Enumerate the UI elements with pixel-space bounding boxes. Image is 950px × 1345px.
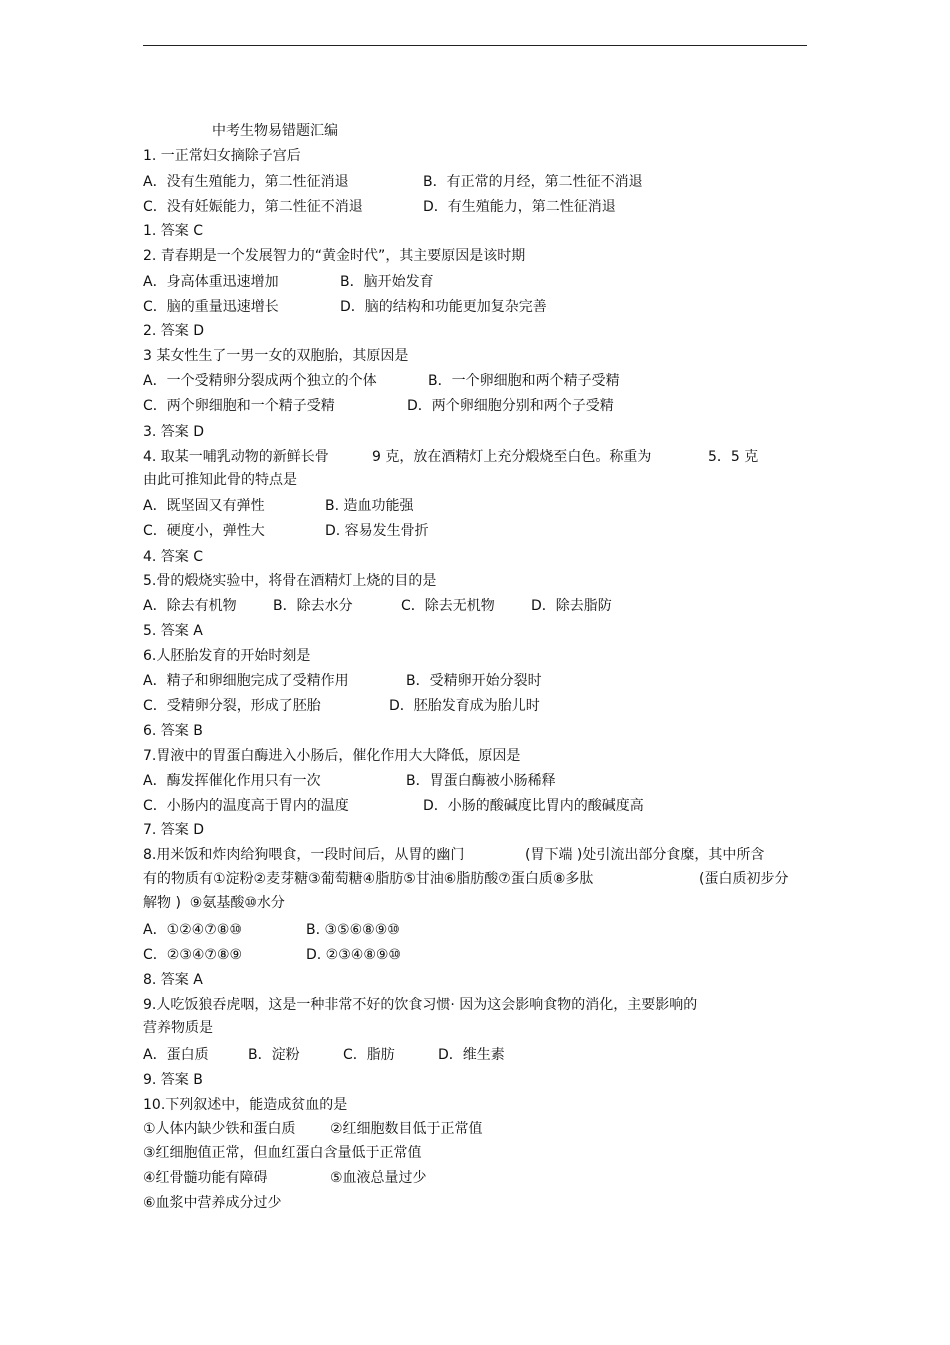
question-7-option-b: B．胃蛋白酶被小肠稀释 [406, 773, 556, 789]
question-2-answer: 2. 答案 D [143, 323, 205, 339]
question-4-answer: 4. 答案 C [143, 549, 204, 565]
question-10-item-4: ④红骨髓功能有障碍 [143, 1170, 268, 1186]
question-1-stem: 1. 一正常妇女摘除子宫后 [143, 148, 301, 164]
question-3-option-c: C．两个卵细胞和一个精子受精 [143, 398, 335, 414]
question-1-option-b: B．有正常的月经，第二性征不消退 [423, 174, 643, 190]
question-8-stem-line-1-part-2: (胃下端 )处引流出部分食糜，其中所含 [525, 847, 765, 863]
question-2-option-d: D．脑的结构和功能更加复杂完善 [340, 299, 547, 315]
question-7-option-a: A．酶发挥催化作用只有一次 [143, 773, 321, 789]
question-4-stem-part-2: 9 克，放在酒精灯上充分煅烧至白色。称重为 [372, 449, 652, 465]
question-3-option-d: D．两个卵细胞分别和两个子受精 [407, 398, 614, 414]
question-5-option-c: C．除去无机物 [401, 598, 495, 614]
question-9-stem-line-2: 营养物质是 [143, 1020, 213, 1036]
question-6-stem: 6.人胚胎发育的开始时刻是 [143, 648, 311, 664]
question-10-item-6: ⑥血浆中营养成分过少 [143, 1195, 282, 1211]
question-9-option-c: C．脂肪 [343, 1047, 395, 1063]
question-3-option-b: B．一个卵细胞和两个精子受精 [428, 373, 620, 389]
question-5-option-d: D．除去脂防 [531, 598, 612, 614]
question-3-answer: 3. 答案 D [143, 424, 205, 440]
question-9-option-d: D．维生素 [438, 1047, 505, 1063]
question-5-stem: 5.骨的煅烧实验中，将骨在酒精灯上烧的目的是 [143, 573, 437, 589]
document-title: 中考生物易错题汇编 [212, 123, 338, 139]
question-1-option-c: C．没有妊娠能力，第二性征不消退 [143, 199, 363, 215]
question-7-option-d: D．小肠的酸碱度比胃内的酸碱度高 [423, 798, 644, 814]
question-7-stem: 7.胃液中的胃蛋白酶进入小肠后，催化作用大大降低，原因是 [143, 748, 521, 764]
question-5-option-b: B．除去水分 [273, 598, 353, 614]
question-9-option-a: A．蛋白质 [143, 1047, 209, 1063]
question-9-answer: 9. 答案 B [143, 1072, 203, 1088]
question-9-option-b: B．淀粉 [248, 1047, 300, 1063]
question-8-stem-line-2-part-1: 有的物质有①淀粉②麦芽糖③葡萄糖④脂肪⑤甘油⑥脂肪酸⑦蛋白质⑧多肽 [143, 871, 594, 887]
question-6-answer: 6. 答案 B [143, 723, 203, 739]
question-10-item-3: ③红细胞值正常，但血红蛋白含量低于正常值 [143, 1145, 422, 1161]
question-8-option-d: D. ②③④⑧⑨⑩ [306, 947, 401, 963]
question-8-answer: 8. 答案 A [143, 972, 203, 988]
question-7-answer: 7. 答案 D [143, 822, 205, 838]
question-9-stem-line-1: 9.人吃饭狼吞虎咽，这是一种非常不好的饮食习惯· 因为这会影响食物的消化，主要影响的 [143, 997, 698, 1013]
question-8-stem-line-2-part-2: (蛋白质初步分 [699, 871, 789, 887]
question-4-option-d: D. 容易发生骨折 [325, 523, 429, 539]
question-4-option-c: C．硬度小，弹性大 [143, 523, 265, 539]
question-4-stem-part-1: 4. 取某一哺乳动物的新鲜长骨 [143, 449, 329, 465]
header-rule [143, 45, 807, 46]
question-4-option-b: B. 造血功能强 [325, 498, 414, 514]
question-10-item-2: ②红细胞数目低于正常值 [330, 1121, 483, 1137]
question-6-option-d: D．胚胎发育成为胎儿时 [389, 698, 540, 714]
question-6-option-c: C．受精卵分裂，形成了胚胎 [143, 698, 321, 714]
question-6-option-b: B．受精卵开始分裂时 [406, 673, 542, 689]
question-3-stem: 3 某女性生了一男一女的双胞胎，其原因是 [143, 348, 409, 364]
question-6-option-a: A．精子和卵细胞完成了受精作用 [143, 673, 349, 689]
question-2-option-a: A．身高体重迅速增加 [143, 274, 279, 290]
question-5-answer: 5. 答案 A [143, 623, 203, 639]
question-8-stem-line-1-part-1: 8.用米饭和炸肉给狗喂食，一段时间后，从胃的幽门 [143, 847, 465, 863]
question-10-item-5: ⑤血液总量过少 [330, 1170, 427, 1186]
question-2-stem: 2. 青春期是一个发展智力的“黄金时代”，其主要原因是该时期 [143, 248, 526, 264]
question-1-answer: 1. 答案 C [143, 223, 204, 239]
question-4-stem-part-3: 5．5 克 [708, 449, 759, 465]
question-1-option-a: A．没有生殖能力，第二性征消退 [143, 174, 349, 190]
question-8-option-b: B. ③⑤⑥⑧⑨⑩ [306, 922, 400, 938]
question-8-option-c: C．②③④⑦⑧⑨ [143, 947, 243, 963]
question-2-option-c: C．脑的重量迅速增长 [143, 299, 279, 315]
question-10-stem: 10.下列叙述中，能造成贫血的是 [143, 1097, 348, 1113]
question-7-option-c: C．小肠内的温度高于胃内的温度 [143, 798, 349, 814]
question-8-option-a: A．①②④⑦⑧⑩ [143, 922, 242, 938]
question-10-item-1: ①人体内缺少铁和蛋白质 [143, 1121, 296, 1137]
question-4-option-a: A．既坚固又有弹性 [143, 498, 265, 514]
question-2-option-b: B．脑开始发育 [340, 274, 434, 290]
question-1-option-d: D．有生殖能力，第二性征消退 [423, 199, 616, 215]
question-8-stem-line-3: 解物 ) ⑨氨基酸⑩水分 [143, 895, 285, 911]
question-4-stem-line-2: 由此可推知此骨的特点是 [143, 472, 297, 488]
question-3-option-a: A．一个受精卵分裂成两个独立的个体 [143, 373, 377, 389]
question-5-option-a: A．除去有机物 [143, 598, 237, 614]
